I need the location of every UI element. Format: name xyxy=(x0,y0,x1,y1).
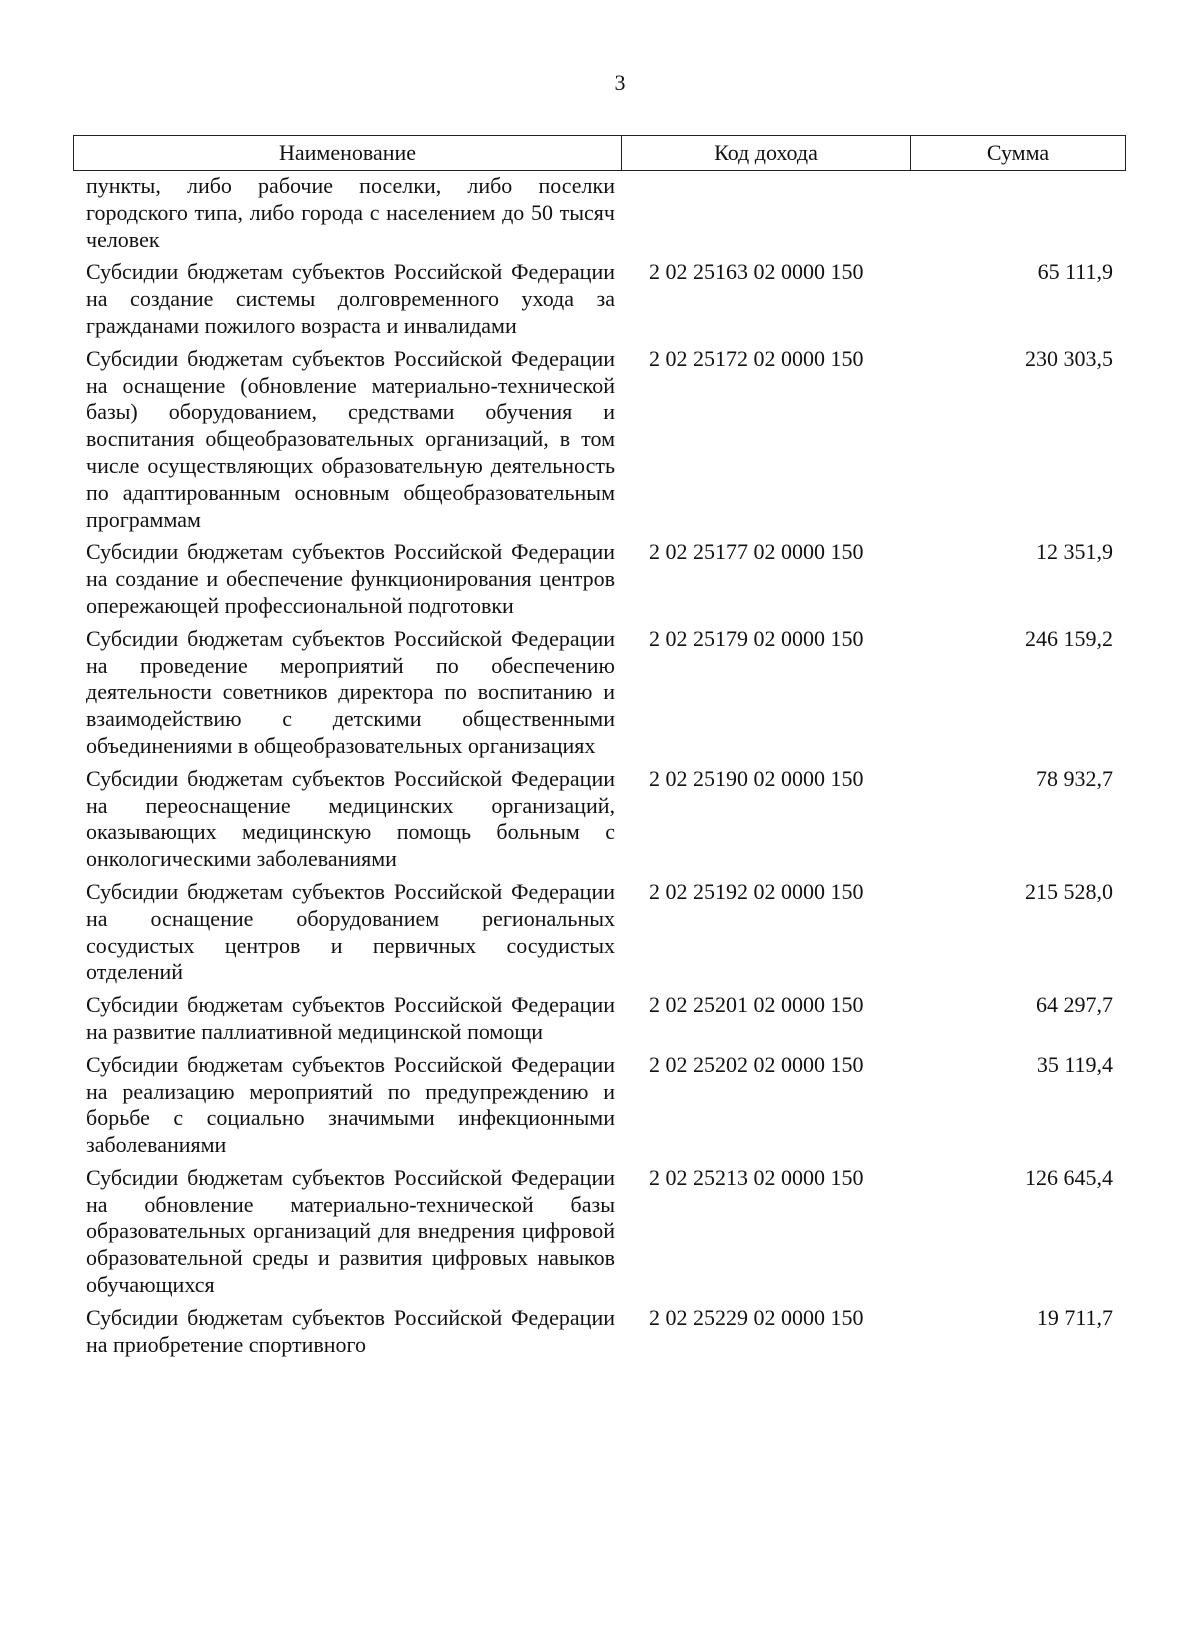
table-row xyxy=(86,992,1126,1046)
table-row xyxy=(86,879,1126,986)
row-sum: 35 119,4 xyxy=(1036,1051,1113,1077)
row-code: 2 02 25179 02 0000 150 xyxy=(649,625,864,651)
row-name: Субсидии бюджетам субъектов Российской Федерации на переоснащение медицинских организаций, оказывающих медицинскую помощь больным с онкологическими заболеваниями xyxy=(86,765,615,872)
row-code: 2 02 25192 02 0000 150 xyxy=(649,878,864,904)
row-code xyxy=(615,173,915,253)
row-code: 2 02 25213 02 0000 150 xyxy=(649,1164,864,1190)
row-name: пункты, либо рабочие поселки, либо поселки городского типа, либо города с населением до 50 тысяч человек xyxy=(86,173,615,252)
row-name: Субсидии бюджетам субъектов Российской Федерации на создание и обеспечение функционирования центров опережающей профессиональной подготовки xyxy=(86,539,615,618)
page-number: 3 xyxy=(614,70,626,95)
row-name: Субсидии бюджетам субъектов Российской Федерации на оснащение оборудованием региональных сосудистых центров и первичных сосудистых отделений xyxy=(86,878,615,985)
row-code: 2 02 25202 02 0000 150 xyxy=(649,1051,864,1077)
table-row xyxy=(86,766,1126,873)
row-code: 2 02 25163 02 0000 150 xyxy=(649,259,864,285)
row-sum: 19 711,7 xyxy=(1036,1304,1113,1330)
table-row xyxy=(86,1165,1126,1299)
table-row xyxy=(86,1305,1126,1359)
row-name: Субсидии бюджетам субъектов Российской Федерации на создание системы долговременного ухода за гражданами пожилого возраста и инвалидами xyxy=(86,259,615,338)
row-sum: 126 645,4 xyxy=(1025,1164,1113,1190)
row-sum: 64 297,7 xyxy=(1036,992,1113,1018)
row-code: 2 02 25177 02 0000 150 xyxy=(649,539,864,565)
table-row xyxy=(86,346,1126,534)
row-sum: 230 303,5 xyxy=(1025,345,1113,371)
table-row xyxy=(86,173,1126,253)
row-name: Субсидии бюджетам субъектов Российской Федерации на приобретение спортивного xyxy=(86,1304,615,1357)
row-name: Субсидии бюджетам субъектов Российской Федерации на проведение мероприятий по обеспечению деятельности советников директора по воспитанию и взаимодействию с детскими общественными объединениями в общеобразовательных организациях xyxy=(86,625,615,758)
row-code: 2 02 25201 02 0000 150 xyxy=(649,992,864,1018)
row-code: 2 02 25190 02 0000 150 xyxy=(649,765,864,791)
row-code: 2 02 25172 02 0000 150 xyxy=(649,345,864,371)
row-sum: 246 159,2 xyxy=(1025,625,1113,651)
header-name: Наименование xyxy=(74,136,622,170)
row-name: Субсидии бюджетам субъектов Российской Федерации на обновление материально-технической базы образовательных организаций для внедрения цифровой образовательной среды и развития цифровых навыков обучающихся xyxy=(86,1164,615,1298)
table-row xyxy=(86,1052,1126,1159)
row-sum: 65 111,9 xyxy=(1037,259,1113,285)
table-row xyxy=(86,539,1126,619)
row-sum: 12 351,9 xyxy=(1036,539,1113,565)
row-sum: 215 528,0 xyxy=(1025,878,1113,904)
row-code: 2 02 25229 02 0000 150 xyxy=(649,1304,864,1330)
row-sum: 78 932,7 xyxy=(1036,765,1113,791)
row-name: Субсидии бюджетам субъектов Российской Федерации на развитие паллиативной медицинской помощи xyxy=(86,992,615,1044)
header-sum: Сумма xyxy=(986,140,1050,165)
header-code: Код дохода xyxy=(622,136,911,170)
row-name: Субсидии бюджетам субъектов Российской Федерации на оснащение (обновление материально-технической базы) оборудованием, средствами обучения и воспитания общеобразовательных организаций, в том числе осуществляющих образовательную деятельность по адаптированным основным общеобразовательным программам xyxy=(86,345,615,532)
row-name: Субсидии бюджетам субъектов Российской Федерации на реализацию мероприятий по предупреждению и борьбе с социально значимыми инфекционными заболеваниями xyxy=(86,1051,615,1158)
table-row xyxy=(86,626,1126,760)
table-header xyxy=(73,135,1126,171)
row-sum xyxy=(915,173,1113,253)
table-row xyxy=(86,259,1126,339)
table-body xyxy=(86,173,1126,1364)
